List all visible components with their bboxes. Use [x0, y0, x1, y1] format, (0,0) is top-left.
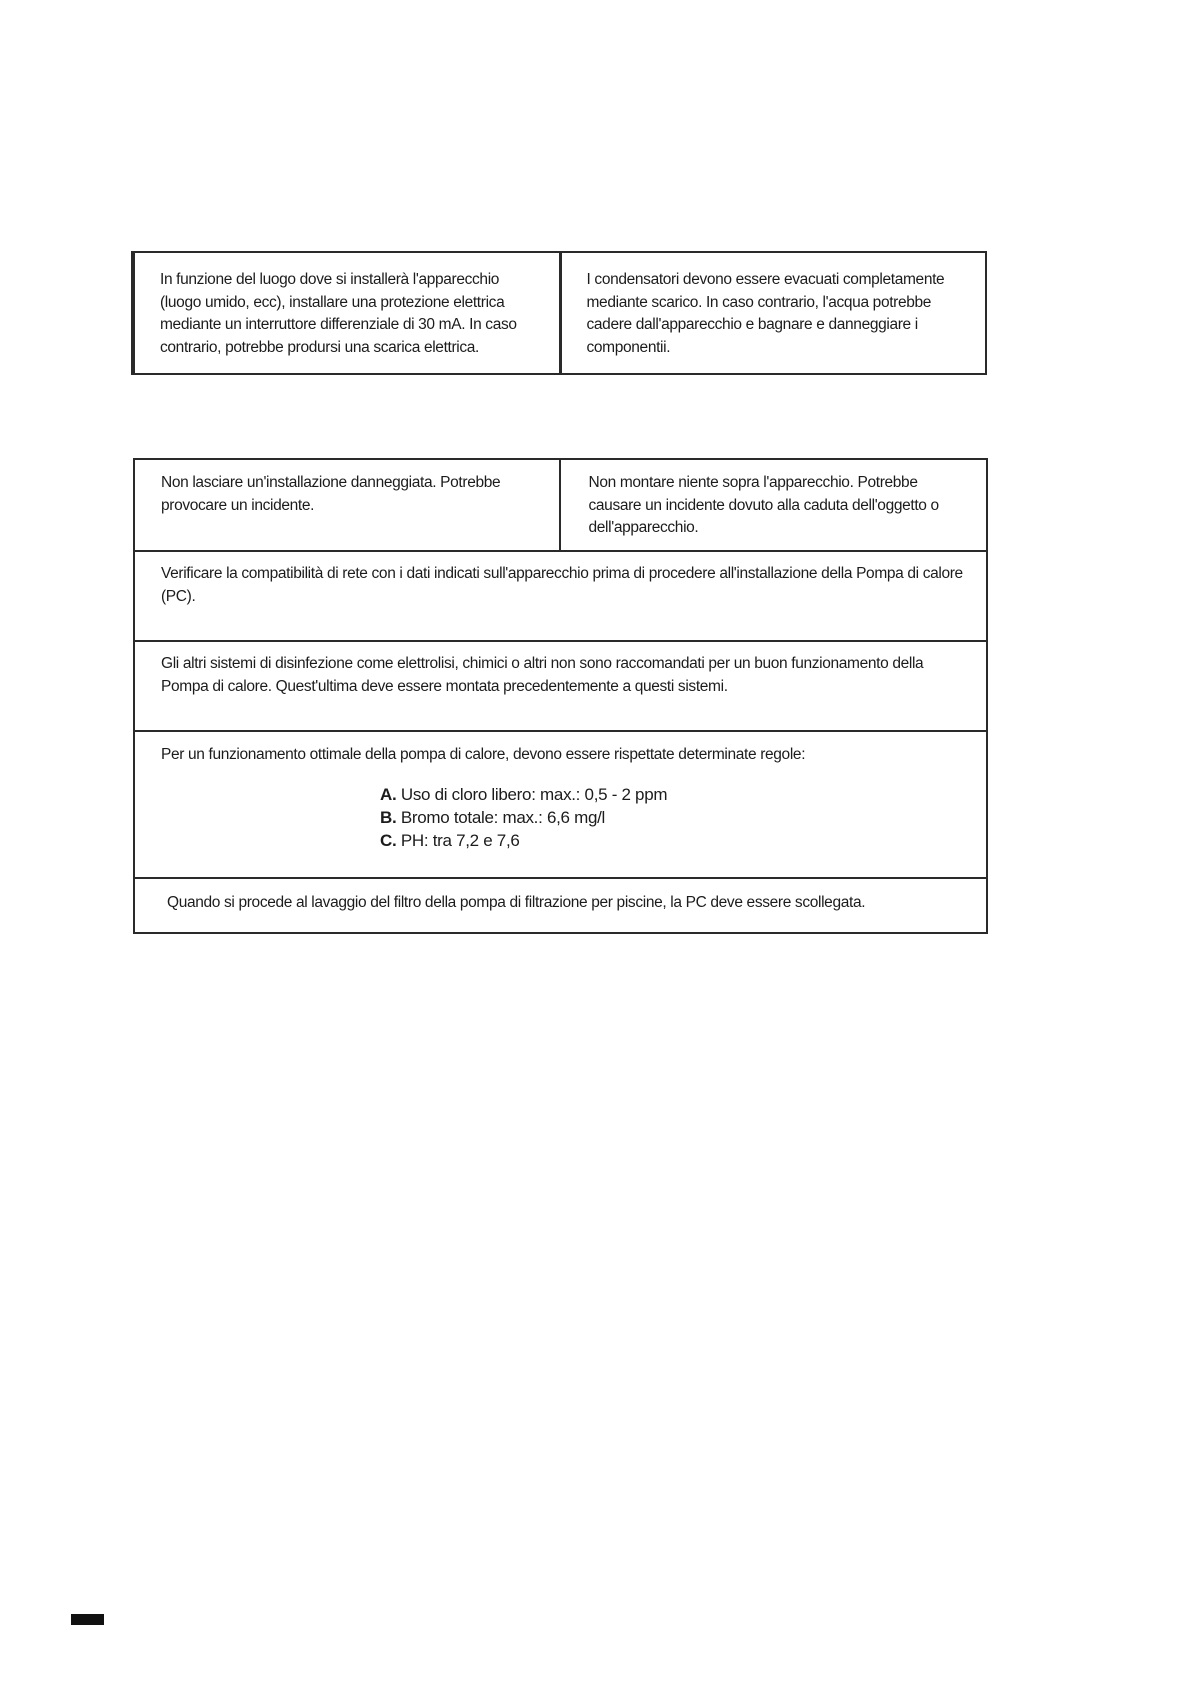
rule-letter: B. [380, 807, 397, 827]
rules-list [380, 783, 972, 852]
warning-filter-washing: Quando si procede al lavaggio del filtro della pompa di filtrazione per piscine, la PC deve essere scollegata. [167, 894, 866, 911]
warning-row-damage [135, 460, 986, 552]
rule-letter: C. [380, 830, 397, 850]
rule-text: Bromo totale: max.: 6,6 mg/l [400, 807, 606, 827]
warning-operating-rules [135, 732, 986, 879]
warning-network-compatibility: Verificare la compatibilità di rete con i dati indicati sull'apparecchio prima di procedere all'installazione della Pompa di calore (PC). [135, 552, 986, 642]
warning-box-top [131, 251, 987, 375]
warning-condenser-drain: I condensatori devono essere evacuati completamente mediante scarico. In caso contrario, l'acqua potrebbe cadere dall'apparecchio e bagnare e danneggiare i componentii. [559, 253, 986, 373]
rule-text: PH: tra 7,2 e 7,6 [400, 830, 520, 850]
rule-text: Uso di cloro libero: max.: 0,5 - 2 ppm [400, 784, 668, 804]
warning-nothing-on-top: Non montare niente sopra l'apparecchio. Potrebbe causare un incidente dovuto alla caduta dell'oggetto o dell'apparecchio. [559, 460, 987, 550]
rule-item [380, 829, 972, 852]
warning-electrical-protection: In funzione del luogo dove si installerà l'apparecchio (luogo umido, ecc), installare una protezione elettrica mediante un interruttore differenziale di 30 mA. In caso contrario, potrebbe prodursi una scarica elettrica. [160, 271, 517, 356]
warning-damaged-installation: Non lasciare un'installazione danneggiata. Potrebbe provocare un incidente. [161, 474, 501, 514]
rule-item [380, 806, 972, 829]
warning-box-main [133, 458, 988, 934]
page-number-marker [71, 1614, 104, 1625]
rule-item [380, 783, 972, 806]
rule-letter: A. [380, 784, 397, 804]
warning-disinfection-systems: Gli altri sistemi di disinfezione come elettrolisi, chimici o altri non sono raccomandati per un buon funzionamento della Pompa di calore. Quest'ultima deve essere montata precedentemente a questi sistemi. [135, 642, 986, 732]
rules-intro: Per un funzionamento ottimale della pompa di calore, devono essere rispettate determinate regole: [161, 746, 806, 763]
